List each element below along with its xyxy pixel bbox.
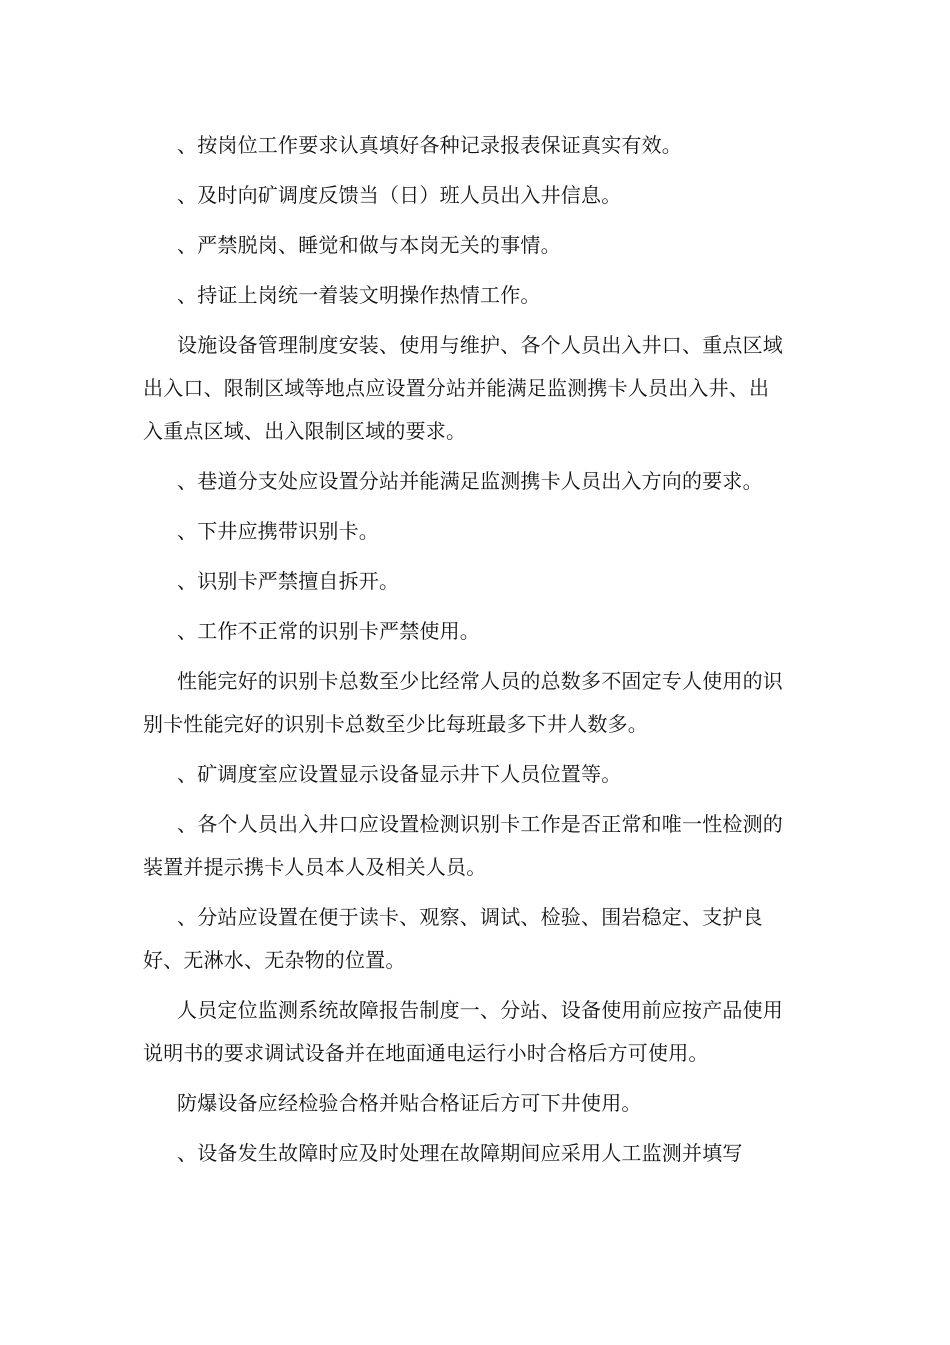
paragraph-15: 防爆设备应经检验合格并贴合格证后方可下井使用。 [177,1091,642,1115]
paragraph-9: 、工作不正常的识别卡严禁使用。 [177,619,480,643]
paragraph-5: 设施设备管理制度安装、使用与维护、各个人员出入井口、重点区域出入口、限制区域等地点应设置分站并能满足监测携卡人员出入井、出入重点区域、出入限制区域的要求。 [143,333,783,443]
paragraph-6: 、巷道分支处应设置分站并能满足监测携卡人员出入方向的要求。 [177,469,763,493]
paragraph-11: 、矿调度室应设置显示设备显示井下人员位置等。 [177,762,622,786]
paragraph-12: 、各个人员出入井口应设置检测识别卡工作是否正常和唯一性检测的装置并提示携卡人员本人及相关人员。 [143,812,783,879]
paragraph-10: 性能完好的识别卡总数至少比经常人员的总数多不固定专人使用的识别卡性能完好的识别卡总数至少比每班最多下井人数多。 [143,669,783,736]
paragraph-13: 、分站应设置在便于读卡、观察、调试、检验、围岩稳定、支护良好、无淋水、无杂物的位置。 [143,905,763,972]
paragraph-16: 、设备发生故障时应及时处理在故障期间应采用人工监测并填写 [177,1141,743,1165]
document-body [143,124,783,1182]
paragraph-1: 、按岗位工作要求认真填好各种记录报表保证真实有效。 [177,133,682,157]
paragraph-4: 、持证上岗统一着装文明操作热情工作。 [177,283,541,307]
paragraph-8: 、识别卡严禁擅自拆开。 [177,569,400,593]
paragraph-2: 、及时向矿调度反馈当（日）班人员出入井信息。 [177,183,622,207]
paragraph-7: 、下井应携带识别卡。 [177,519,379,543]
paragraph-3: 、严禁脱岗、睡觉和做与本岗无关的事情。 [177,233,561,257]
paragraph-14: 人员定位监测系统故障报告制度一、分站、设备使用前应按产品使用说明书的要求调试设备并在地面通电运行小时合格后方可使用。 [143,998,783,1065]
